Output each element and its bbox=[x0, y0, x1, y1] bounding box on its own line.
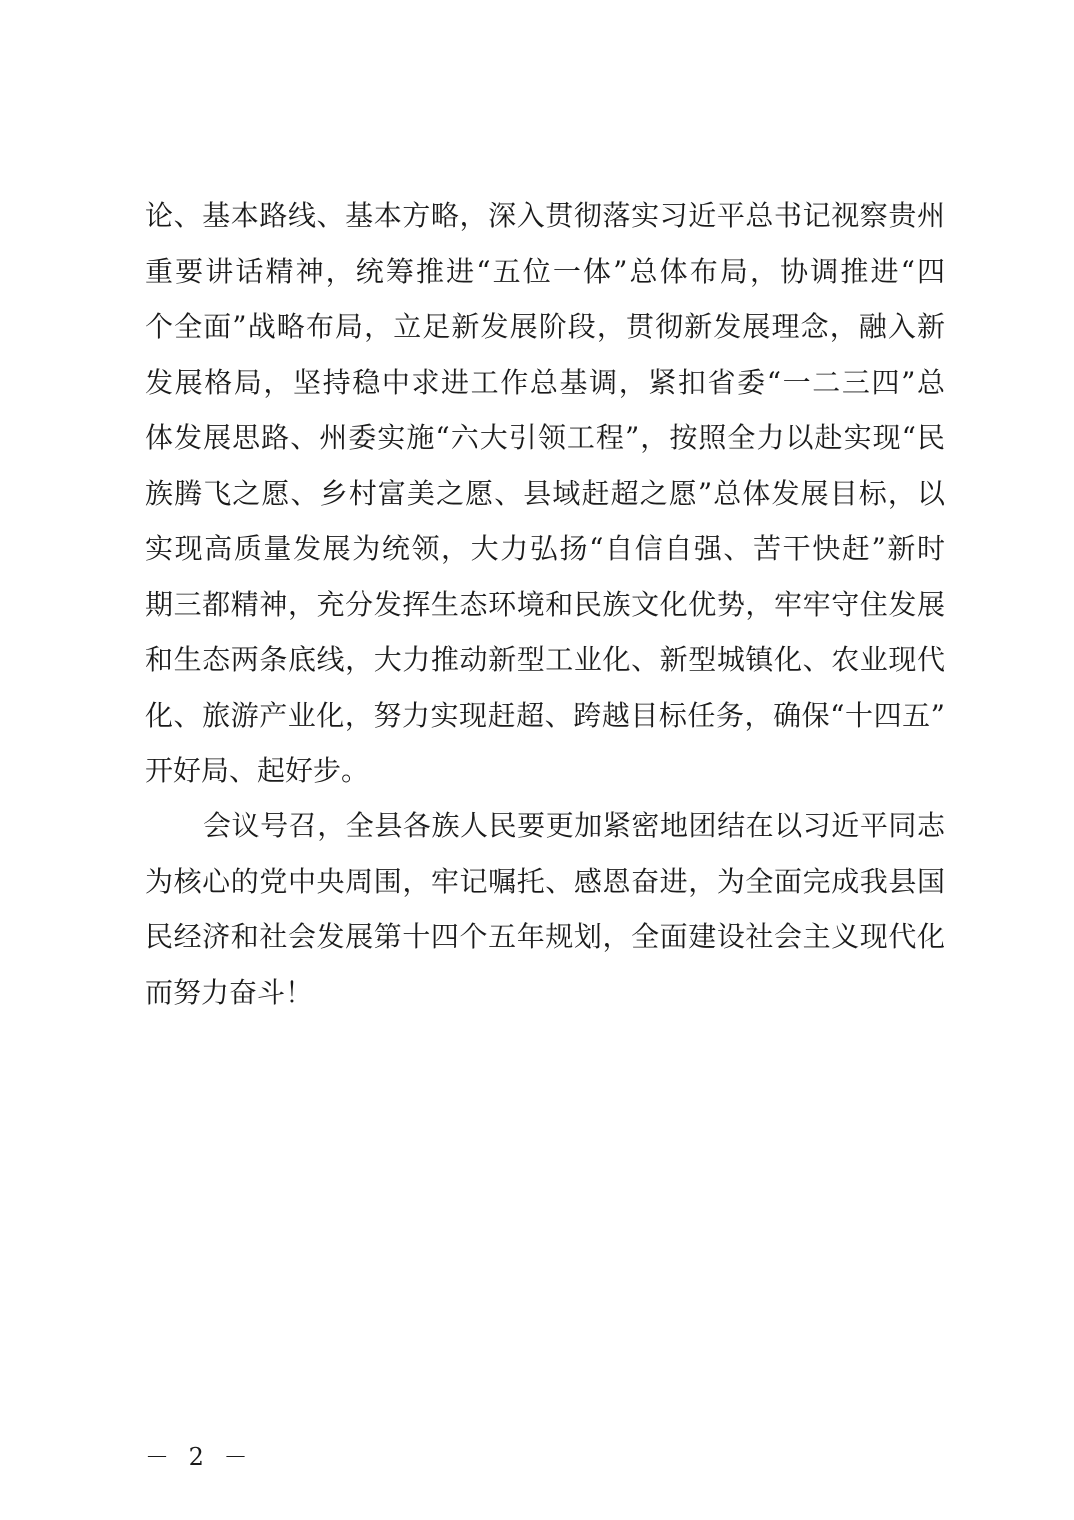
paragraph-1-line-7: 实现高质量发展为统领，大力弘扬“自信自强、苦干快赶”新时 bbox=[145, 532, 945, 565]
paragraph-2-line-3: 民经济和社会发展第十四个五年规划，全面建设社会主义现代化 bbox=[145, 920, 945, 953]
paragraph-1-line-9: 和生态两条底线，大力推动新型工业化、新型城镇化、农业现代 bbox=[145, 643, 945, 676]
paragraph-2-line-4: 而努力奋斗！ bbox=[145, 976, 314, 1009]
paragraph-2-line-2: 为核心的党中央周围，牢记嘱托、感恩奋进，为全面完成我县国 bbox=[145, 865, 945, 898]
paragraph-1-line-10: 化、旅游产业化，努力实现赶超、跨越目标任务，确保“十四五” bbox=[145, 699, 945, 732]
page-number: － 2 － bbox=[145, 1443, 254, 1471]
paragraph-1-line-6: 族腾飞之愿、乡村富美之愿、县域赶超之愿”总体发展目标，以 bbox=[145, 477, 945, 510]
paragraph-1-line-5: 体发展思路、州委实施“六大引领工程”，按照全力以赴实现“民 bbox=[145, 421, 945, 454]
paragraph-1-line-11: 开好局、起好步。 bbox=[145, 754, 370, 787]
paragraph-2-line-1: 会议号召，全县各族人民要更加紧密地团结在以习近平同志 bbox=[203, 809, 945, 842]
paragraph-1-line-1: 论、基本路线、基本方略，深入贯彻落实习近平总书记视察贵州 bbox=[145, 199, 945, 232]
paragraph-1-line-2: 重要讲话精神，统筹推进“五位一体”总体布局，协调推进“四 bbox=[145, 255, 945, 288]
paragraph-1-line-3: 个全面”战略布局，立足新发展阶段，贯彻新发展理念，融入新 bbox=[145, 310, 945, 343]
paragraph-1-line-4: 发展格局，坚持稳中求进工作总基调，紧扣省委“一二三四”总 bbox=[145, 366, 945, 399]
paragraph-1-line-8: 期三都精神，充分发挥生态环境和民族文化优势，牢牢守住发展 bbox=[145, 588, 945, 621]
